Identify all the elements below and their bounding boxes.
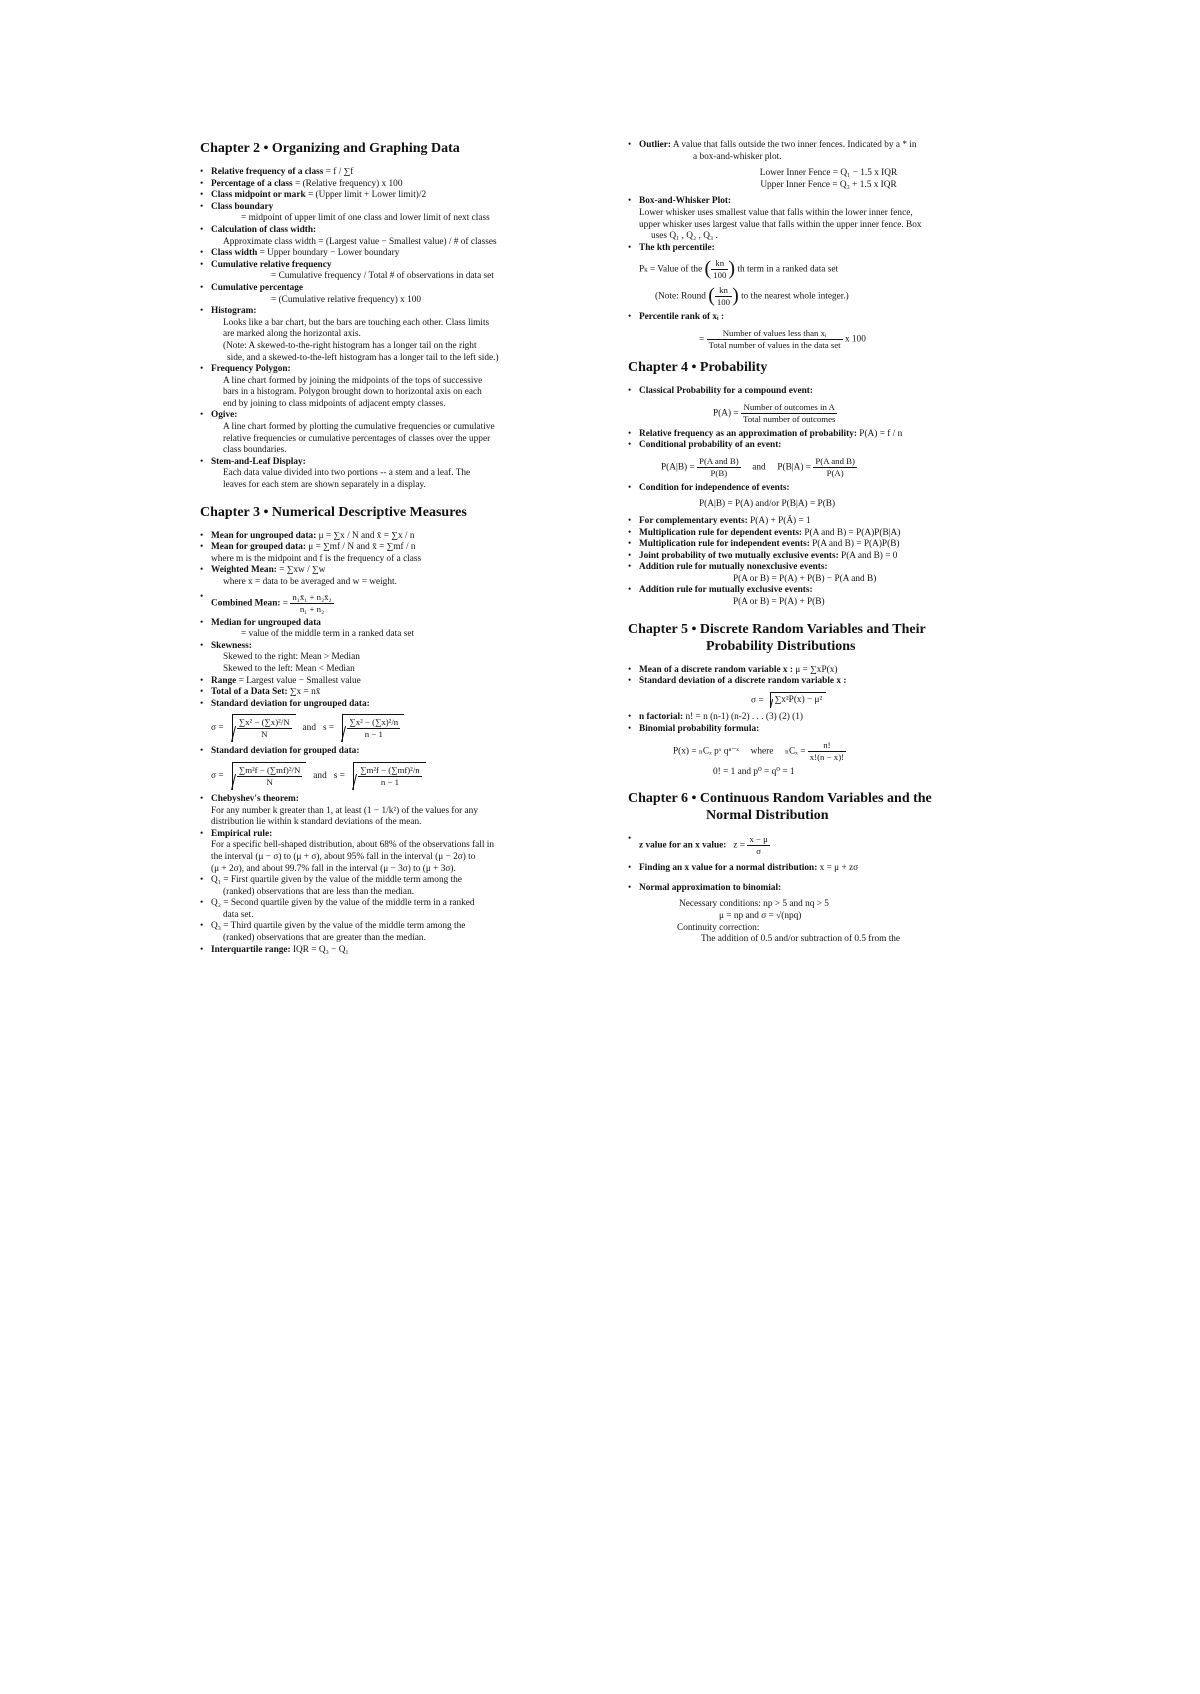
list-item: • Combined Mean: = $\frac{\text{n₁x̄₁ + n₂x̄₂}}{\text{n₁ + n₂}}$ — [200, 592, 600, 615]
list-item: • Class boundary = midpoint of upper limit of one class and lower limit of next class — [200, 202, 600, 225]
chapter-5-title: Chapter 5 • Discrete Random Variables and Their Probability Distributions — [628, 621, 926, 654]
list-item: • Frequency Polygon: A line chart formed by joining the midpoints of the tops of successive bars in a histogram. Polygon brought down to horizontal axis on each end by joining to class midpoints of adjacent empty classes. — [200, 364, 600, 410]
list-item: • Median for ungrouped data = value of the middle term in a ranked data set — [200, 618, 600, 641]
chapter-2-list — [200, 167, 600, 492]
list-item: • Percentile rank of xᵢ : = $\frac{\text{Number of values less than xᵢ}}{\text{Total number of values in the data set}}$ x 100 — [628, 312, 1018, 351]
list-item: • Multiplication rule for independent events: P(A and B) = P(A)P(B) — [628, 539, 1018, 551]
list-item: • Percentage of a class = (Relative frequency) x 100 — [200, 179, 600, 191]
list-item: • Box-and-Whisker Plot: Lower whisker uses smallest value that falls within the lower inner fence, upper whisker uses largest value that falls within the upper inner fence. Box uses Q₁ , Q₂ , Q₃ . — [628, 196, 1018, 242]
chapter-4-title: Chapter 4 • Probability — [628, 359, 768, 375]
chapter-3-list — [200, 531, 600, 957]
list-item: • Class width = Upper boundary − Lower boundary — [200, 248, 600, 260]
list-item: • The kth percentile: Pₖ = Value of the ( $\frac{kn}{100}$ ) th term in a ranked data set (Note: Round ( $\frac{kn}{100}$ ) to the nearest whole integer.) — [628, 243, 1018, 309]
list-item: • Calculation of class width: Approximate class width = (Largest value − Smallest value) / # of classes — [200, 225, 600, 248]
list-item: • Condition for independence of events: P(A|B) = P(A) and/or P(B|A) = P(B) — [628, 483, 1018, 516]
binomial-formula: P(x) = ₙCₓ pˣ qⁿ⁻ˣ where ₙCₓ = $\frac{n!}{x!(n - x)!}$ — [673, 739, 845, 762]
list-item: • Q₁ = First quartile given by the value of the middle term among the (ranked) observations that are less than the median. — [200, 875, 600, 898]
sqrt-symbol: $\frac{\text{∑m²f − (∑mf)²/N}}{N}$ — [232, 762, 306, 790]
list-item: • Normal approximation to binomial: Necessary conditions: np > 5 and nq > 5 μ = np and σ = √(npq) Continuity correction: The addition of 0.5 and/or subtraction of 0.5 from the — [628, 883, 1018, 946]
list-item: • Q₂ = Second quartile given by the value of the middle term in a ranked data set. — [200, 898, 600, 921]
list-item: • Empirical rule: For a specific bell-shaped distribution, about 68% of the observations fall in the interval (μ − σ) to (μ + σ), about 95% fall in the interval (μ − 2σ) to (μ + 2σ), and about 99.7% fall in the interval (μ − 3σ) to (μ + 3σ). — [200, 829, 600, 875]
list-item: • Joint probability of two mutually exclusive events: P(A and B) = 0 — [628, 551, 1018, 563]
list-item: • Finding an x value for a normal distribution: x = μ + zσ — [628, 863, 1018, 875]
list-item: • Classical Probability for a compound event: P(A) = $\frac{\text{Number of outcomes in A}}{\text{Total number of outcomes}}$ — [628, 386, 1018, 425]
chapter-6-title: Chapter 6 • Continuous Random Variables and the Normal Distribution — [628, 791, 932, 824]
sqrt-symbol: $\frac{\text{∑x² − (∑x)²/n}}{n - 1}$ — [342, 714, 404, 742]
list-item: • Mean for grouped data: μ = ∑mf / N and x̄ = ∑mf / n where m is the midpoint and f is the frequency of a class — [200, 542, 600, 565]
list-item: • Mean for ungrouped data: μ = ∑x / N and x̄ = ∑x / n — [200, 531, 600, 543]
list-item: • Cumulative relative frequency = Cumulative frequency / Total # of observations in data set — [200, 260, 600, 283]
list-item: • Interquartile range: IQR = Q₃ − Q₁ — [200, 945, 600, 957]
kth-percentile-formula: Pₖ = Value of the ( $\frac{kn}{100}$ ) th term in a ranked data set — [639, 258, 839, 281]
list-item: • For complementary events: P(A) + P(Ā) = 1 — [628, 516, 1018, 528]
list-item: • Addition rule for mutually exclusive events: P(A or B) = P(A) + P(B) — [628, 585, 1018, 608]
chapter-3-title: Chapter 3 • Numerical Descriptive Measures — [200, 504, 467, 520]
list-item: • Class midpoint or mark = (Upper limit + Lower limit)/2 — [200, 190, 600, 202]
list-item: • Histogram: Looks like a bar chart, but the bars are touching each other. Class limits are marked along the horizontal axis. (Note: A skewed-to-the-right histogram has a longer tail on the right side, and a skewed-to-the-left histogram has a longer tail to the left side.) — [200, 306, 600, 364]
list-item: • Total of a Data Set: ∑x = nx̄ — [200, 687, 600, 699]
list-item: • Standard deviation for grouped data: σ = $\frac{\text{∑m²f − (∑mf)²/N}}{N}$ and s = $\frac{\text{∑m²f − (∑mf)²/n}}{n - 1}$ — [200, 746, 600, 790]
list-item: • z value for an x value: z = $\frac{x - \mu}{\sigma}$ — [628, 834, 1018, 857]
list-item: • Stem-and-Leaf Display: Each data value divided into two portions -- a stem and a leaf. The leaves for each stem are shown separately in a display. — [200, 457, 600, 492]
list-item: • Range = Largest value − Smallest value — [200, 676, 600, 688]
classical-probability-formula: P(A) = $\frac{\text{Number of outcomes in A}}{\text{Total number of outcomes}}$ — [713, 401, 836, 424]
sd-grouped-formula: σ = $\frac{\text{∑m²f − (∑mf)²/N}}{N}$ and s = $\frac{\text{∑m²f − (∑mf)²/n}}{n - 1}$ — [211, 762, 600, 790]
list-item: • Standard deviation for ungrouped data: σ = $\frac{\text{∑x² − (∑x)²/N}}{N}$ and s = $\frac{\text{∑x² − (∑x)²/n}}{n - 1}$ — [200, 699, 600, 743]
discrete-sd-formula: σ = ∑x²P(x) − μ² — [639, 692, 1018, 709]
combined-mean-fraction: $\frac{\text{n₁x̄₁ + n₂x̄₂}}{\text{n₁ + n₂}}$ — [292, 591, 332, 614]
chapter-6-list — [628, 834, 1018, 946]
sqrt-symbol: $\frac{\text{∑m²f − (∑mf)²/n}}{n - 1}$ — [353, 762, 425, 790]
sqrt-symbol: ∑x²P(x) − μ² — [770, 692, 827, 709]
sd-ungrouped-formula: σ = $\frac{\text{∑x² − (∑x)²/N}}{N}$ and s = $\frac{\text{∑x² − (∑x)²/n}}{n - 1}$ — [211, 714, 600, 742]
list-item: • Mean of a discrete random variable x : μ = ∑xP(x) — [628, 665, 1018, 677]
list-item: • Conditional probability of an event: P(A|B) = $\frac{\text{P(A and B)}}{P(B)}$ and P(B|A) = $\frac{\text{P(A and B)}}{P(A)}$ — [628, 440, 1018, 479]
list-item: • Ogive: A line chart formed by plotting the cumulative frequencies or cumulative relative frequencies or cumulative percentages of classes over the upper class boundaries. — [200, 410, 600, 456]
list-item: • n factorial: n! = n (n-1) (n-2) . . . (3) (2) (1) — [628, 712, 1018, 724]
right-top-list — [628, 140, 1018, 351]
right-column — [628, 140, 1018, 958]
list-item: • Weighted Mean: = ∑xw / ∑w where x = data to be averaged and w = weight. — [200, 565, 600, 588]
list-item: • Cumulative percentage = (Cumulative relative frequency) x 100 — [200, 283, 600, 306]
sqrt-symbol: $\frac{\text{∑x² − (∑x)²/N}}{N}$ — [232, 714, 296, 742]
list-item: • Binomial probability formula: P(x) = ₙCₓ pˣ qⁿ⁻ˣ where ₙCₓ = $\frac{n!}{x!(n - x)!}$ 0! = 1 and p⁰ = q⁰ = 1 — [628, 724, 1018, 778]
chapter-5-list — [628, 665, 1018, 779]
percentile-rank-formula: = $\frac{\text{Number of values less than xᵢ}}{\text{Total number of values in the data set}}$ x 100 — [699, 327, 866, 350]
list-item: • Addition rule for mutually nonexclusive events: P(A or B) = P(A) + P(B) − P(A and B) — [628, 562, 1018, 585]
list-item: • Chebyshev's theorem: For any number k greater than 1, at least (1 − 1/k²) of the values for any distribution lie within k standard deviations of the mean. — [200, 794, 600, 829]
list-item: • Multiplication rule for dependent events: P(A and B) = P(A)P(B|A) — [628, 528, 1018, 540]
conditional-probability-formula: P(A|B) = $\frac{\text{P(A and B)}}{P(B)}$ and P(B|A) = $\frac{\text{P(A and B)}}{P(A)}$ — [661, 455, 855, 478]
list-item: • Skewness: Skewed to the right: Mean > Median Skewed to the left: Mean < Median — [200, 641, 600, 676]
list-item: • Q₃ = Third quartile given by the value of the middle term among the (ranked) observations that are greater than the median. — [200, 921, 600, 944]
list-item: • Relative frequency of a class = f / ∑f — [200, 167, 600, 179]
chapter-2-title: Chapter 2 • Organizing and Graphing Data — [200, 141, 460, 156]
list-item: • Standard deviation of a discrete random variable x : σ = ∑x²P(x) − μ² — [628, 676, 1018, 708]
chapter-4-list — [628, 386, 1018, 609]
left-column — [200, 140, 600, 968]
list-item: • Relative frequency as an approximation of probability: P(A) = f / n — [628, 429, 1018, 441]
list-item: • Outlier: A value that falls outside the two inner fences. Indicated by a * in a box-and-whisker plot. Lower Inner Fence = Q₁ − 1.5 x IQR Upper Inner Fence = Q₃ + 1.5 x IQR — [628, 140, 1018, 196]
round-note: (Note: Round ( $\frac{kn}{100}$ ) to the nearest whole integer.) — [655, 285, 849, 308]
